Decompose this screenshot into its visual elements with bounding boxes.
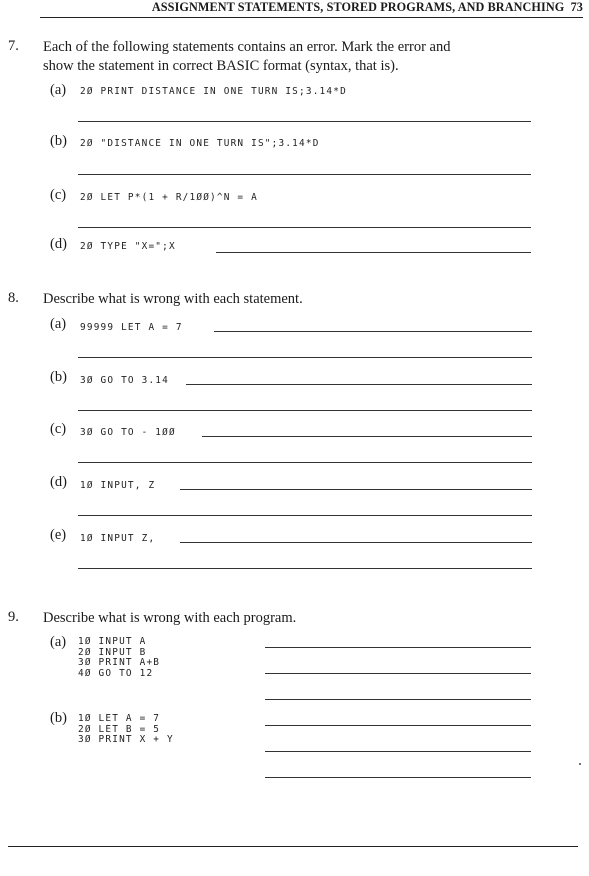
q8-part-b-code: 3Ø GO TO 3.14 xyxy=(80,375,169,386)
program-line: 4Ø GO TO 12 xyxy=(78,667,154,679)
q7-part-c-answer-line xyxy=(78,227,531,228)
q7-text-line2: show the statement in correct BASIC format (syntax, that is). xyxy=(43,58,399,74)
q7-part-d-answer-line xyxy=(216,252,531,253)
q7-part-c-code: 2Ø LET P*(1 + R/1ØØ)^N = A xyxy=(80,192,258,203)
running-header xyxy=(40,0,583,18)
q7-part-d-code: 2Ø TYPE "X=";X xyxy=(80,241,176,252)
stray-mark xyxy=(579,763,581,765)
program-line: 1Ø INPUT A xyxy=(78,636,147,647)
q9-number: 9. xyxy=(8,609,19,625)
q8-part-c-code: 3Ø GO TO - 1ØØ xyxy=(80,427,176,438)
q8-part-b-answer-line-1 xyxy=(186,384,532,385)
program-line: 3Ø PRINT A+B xyxy=(78,657,161,669)
q8-part-d-answer-line-1 xyxy=(180,489,532,490)
q9-text: Describe what is wrong with each program. xyxy=(43,610,297,626)
q8-part-d-code: 1Ø INPUT, Z xyxy=(80,480,156,491)
q9-part-b-answer-line-1 xyxy=(265,725,531,726)
q8-part-d-label: (d) xyxy=(50,474,67,490)
q8-part-d-answer-line-2 xyxy=(78,515,532,516)
q8-part-c-label: (c) xyxy=(50,421,67,437)
q8-part-e-answer-line-1 xyxy=(180,542,532,543)
q8-part-e-label: (e) xyxy=(50,527,67,543)
q7-part-c-label: (c) xyxy=(50,187,67,203)
q8-text: Describe what is wrong with each statement. xyxy=(43,291,303,307)
q7-part-a-label: (a) xyxy=(50,82,67,98)
footer-rule xyxy=(8,846,578,847)
program-line: 1Ø LET A = 7 xyxy=(78,713,161,724)
q7-part-d-label: (d) xyxy=(50,236,67,252)
q7-part-b-answer-line xyxy=(78,174,531,175)
program-line: 2Ø INPUT B xyxy=(78,646,147,658)
q9-part-a-answer-line-1 xyxy=(265,647,531,648)
q8-part-b-label: (b) xyxy=(50,369,67,385)
q7-number: 7. xyxy=(8,38,19,54)
program-line: 2Ø LET B = 5 xyxy=(78,723,161,735)
q7-part-a-code: 2Ø PRINT DISTANCE IN ONE TURN IS;3.14*D xyxy=(80,86,347,97)
program-line: 3Ø PRINT X + Y xyxy=(78,734,174,746)
q8-part-a-code: 99999 LET A = 7 xyxy=(80,322,183,333)
q8-part-e-code: 1Ø INPUT Z, xyxy=(80,533,156,544)
q8-part-e-answer-line-2 xyxy=(78,568,532,569)
q9-part-b-program xyxy=(78,714,174,746)
q8-number: 8. xyxy=(8,290,19,306)
q9-part-b-label: (b) xyxy=(50,710,67,726)
q7-text-line1: Each of the following statements contains an error. Mark the error and xyxy=(43,39,451,55)
q9-part-a-answer-line-3 xyxy=(265,699,531,700)
q7-part-a-answer-line xyxy=(78,121,531,122)
page-number: 73 xyxy=(570,0,583,14)
q9-part-a-label: (a) xyxy=(50,634,67,650)
q8-part-a-answer-line-1 xyxy=(214,331,532,332)
header-title: ASSIGNMENT STATEMENTS, STORED PROGRAMS, AND BRANCHING xyxy=(151,0,565,14)
q9-part-a-answer-line-2 xyxy=(265,673,531,674)
q8-part-c-answer-line-1 xyxy=(202,436,532,437)
q8-part-a-label: (a) xyxy=(50,316,67,332)
q8-part-a-answer-line-2 xyxy=(78,357,532,358)
q9-part-b-answer-line-3 xyxy=(265,777,531,778)
q7-part-b-code: 2Ø "DISTANCE IN ONE TURN IS";3.14*D xyxy=(80,138,320,149)
q9-part-b-answer-line-2 xyxy=(265,751,531,752)
q7-part-b-label: (b) xyxy=(50,133,67,149)
q8-part-c-answer-line-2 xyxy=(78,462,532,463)
q8-part-b-answer-line-2 xyxy=(78,410,532,411)
q9-part-a-program xyxy=(78,637,160,679)
